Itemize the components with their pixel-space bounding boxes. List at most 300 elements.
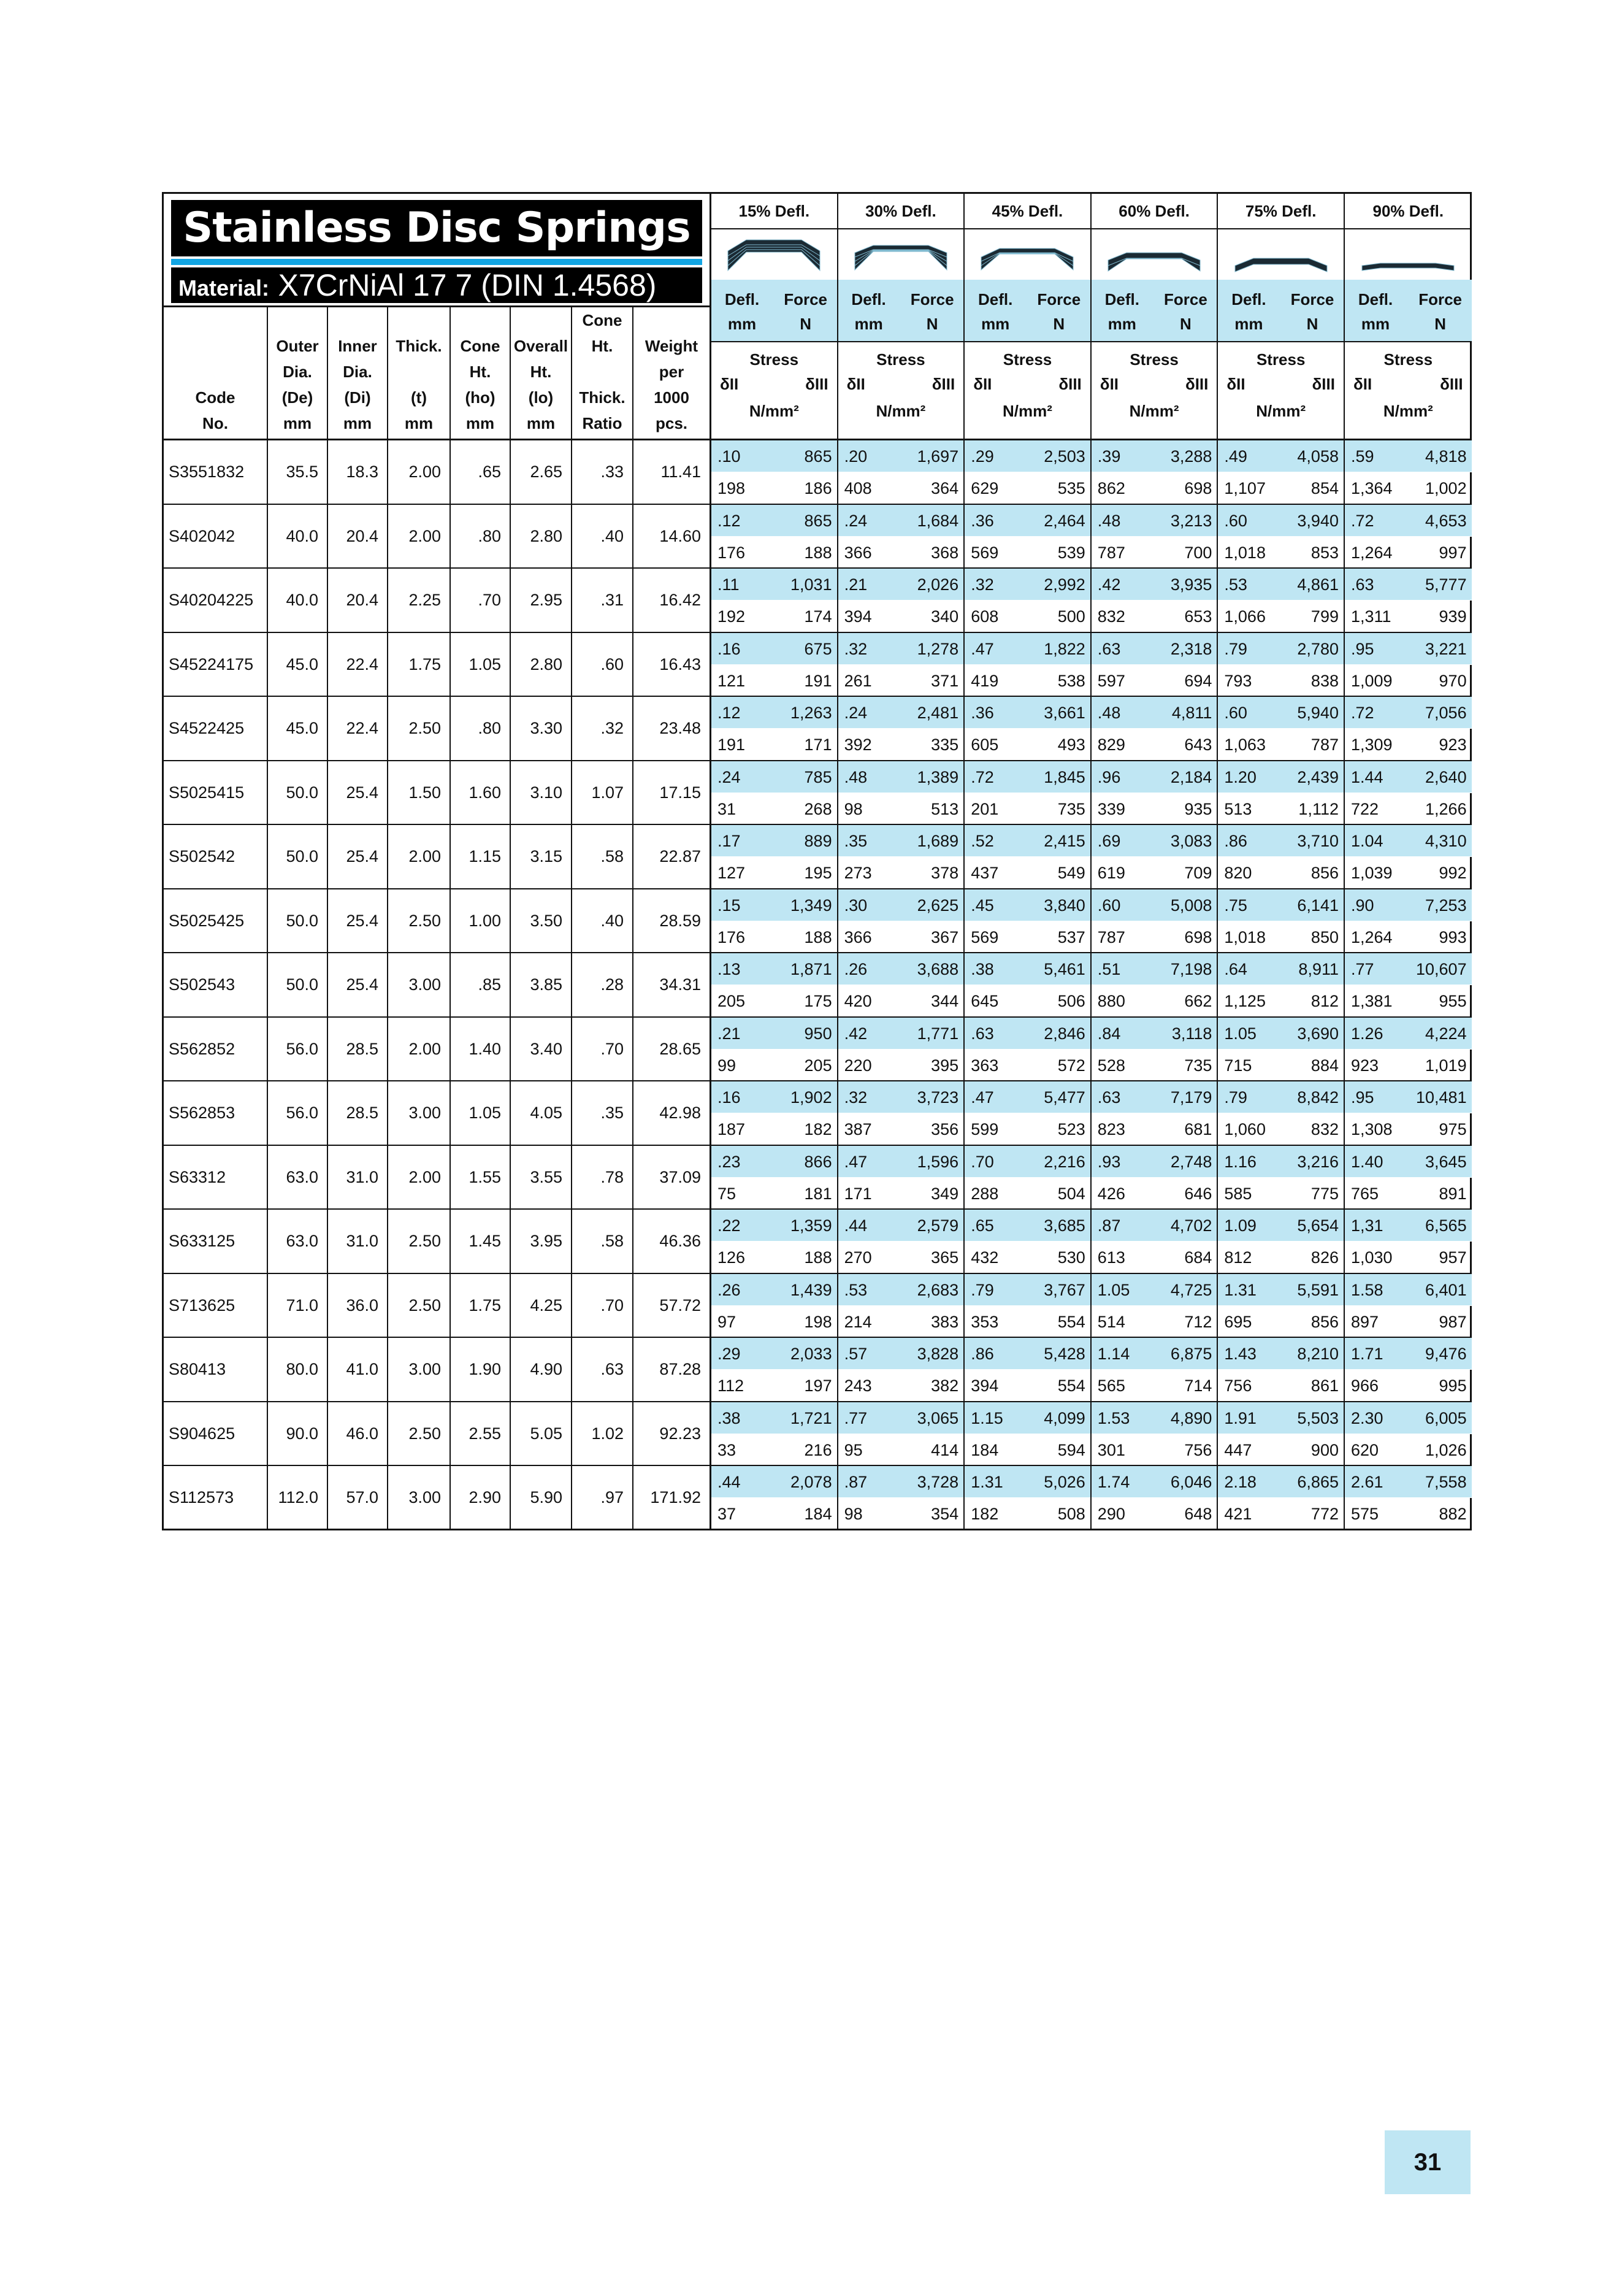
stress-2-value: 608	[971, 607, 999, 626]
force-value: 3,661	[1044, 704, 1085, 722]
deflection-cell	[1092, 953, 1218, 1016]
deflection-cell	[965, 1210, 1092, 1273]
stress-2-value: 1,009	[1351, 671, 1393, 690]
deflection-values	[710, 761, 1470, 824]
table-row	[164, 569, 1470, 633]
stress-3-value: 838	[1310, 671, 1339, 690]
deflection-cell	[838, 569, 965, 632]
stress-3-value: 371	[931, 671, 959, 690]
force-value: 2,780	[1297, 639, 1339, 658]
cell-ho: 1.40	[451, 1018, 511, 1081]
stress-3-value: 523	[1057, 1120, 1085, 1138]
stress-row	[965, 1370, 1090, 1402]
table-row	[164, 761, 1470, 826]
deflection-group	[1345, 194, 1472, 439]
cell-ratio: .35	[572, 1081, 633, 1145]
stress-2-value: 419	[971, 671, 999, 690]
stress-row	[965, 1306, 1090, 1338]
table-row	[164, 633, 1470, 697]
stress-2-value: 1,309	[1351, 735, 1393, 754]
force-value: 3,065	[917, 1408, 959, 1427]
force-value: 3,840	[1044, 896, 1085, 915]
defl-force-row	[711, 505, 837, 537]
stress-3-value: 787	[1310, 735, 1339, 754]
stress-row	[965, 472, 1090, 504]
force-unit: N	[926, 315, 938, 333]
defl-value: 2.18	[1224, 1473, 1257, 1491]
column-header-line: Dia.	[343, 363, 372, 381]
deflection-values	[710, 1146, 1470, 1209]
stress-3-value: 198	[804, 1312, 832, 1331]
cell-ratio: .58	[572, 825, 633, 888]
defl-value: .60	[1097, 896, 1121, 915]
stress-label: Stress	[1130, 350, 1179, 369]
defl-force-row	[1092, 1338, 1217, 1370]
defl-value: 1.04	[1351, 832, 1383, 850]
cell-od: 35.5	[268, 440, 328, 504]
cell-id: 57.0	[328, 1466, 388, 1530]
defl-label: Defl.	[1104, 290, 1139, 309]
defl-value: .59	[1351, 447, 1374, 466]
stress-3-value: 504	[1057, 1184, 1085, 1203]
cell-t: 3.00	[388, 1081, 451, 1145]
cell-ho: .80	[451, 505, 511, 568]
cell-ratio: .60	[572, 633, 633, 696]
deflection-cell	[965, 569, 1092, 632]
cell-ratio: .33	[572, 440, 633, 504]
stress-3-value: 775	[1310, 1184, 1339, 1203]
stress-sigma-2: δII	[846, 375, 865, 393]
deflection-cell	[1218, 761, 1345, 824]
deflection-cell	[711, 1210, 838, 1273]
stress-2-value: 880	[1097, 992, 1125, 1010]
stress-3-value: 344	[931, 992, 959, 1010]
defl-value: 1.31	[971, 1473, 1003, 1491]
cell-id: 28.5	[328, 1081, 388, 1145]
defl-value: .63	[1097, 1088, 1121, 1107]
stress-row	[711, 1050, 837, 1081]
cell-od: 50.0	[268, 761, 328, 824]
stress-3-value: 735	[1184, 1056, 1212, 1075]
defl-force-row	[711, 1274, 837, 1306]
deflection-cell	[1345, 633, 1472, 696]
stress-row	[838, 857, 964, 889]
deflection-cell	[965, 1338, 1092, 1401]
force-value: 5,503	[1297, 1408, 1339, 1427]
stress-row	[965, 857, 1090, 889]
force-value: 3,767	[1044, 1280, 1085, 1299]
stress-3-value: 854	[1310, 479, 1339, 497]
defl-value: .20	[844, 447, 868, 466]
stress-3-value: 365	[931, 1248, 959, 1267]
force-unit-col	[778, 287, 833, 336]
stress-row	[1345, 665, 1472, 697]
stress-row	[711, 601, 837, 632]
stress-2-value: 426	[1097, 1184, 1125, 1203]
force-value: 2,640	[1425, 767, 1467, 786]
deflection-cell	[1092, 1081, 1218, 1145]
deflection-cell	[965, 825, 1092, 888]
defl-value: .63	[1097, 639, 1121, 658]
defl-force-row	[1345, 1274, 1472, 1306]
deflection-values	[710, 1081, 1470, 1145]
column-header-lines	[328, 333, 387, 436]
stress-label: Stress	[876, 350, 925, 369]
stress-row	[965, 537, 1090, 569]
force-unit-col	[1413, 287, 1468, 336]
deflection-cell	[1345, 825, 1472, 888]
stress-unit: N/mm²	[1256, 402, 1306, 420]
defl-force-row	[1092, 697, 1217, 729]
cell-weight: 46.36	[659, 1232, 701, 1250]
stress-row	[1092, 1178, 1217, 1210]
stress-2-value: 99	[717, 1056, 736, 1075]
deflection-cell	[711, 953, 838, 1016]
cell-lo: 3.55	[511, 1146, 572, 1209]
defl-force-row	[1092, 953, 1217, 985]
defl-force-row	[965, 1466, 1090, 1498]
defl-value: .75	[1224, 896, 1247, 915]
defl-force-row	[838, 633, 964, 665]
stress-row	[1345, 537, 1472, 569]
defl-force-row	[711, 569, 837, 601]
stress-3-value: 171	[804, 735, 832, 754]
force-value: 1,359	[790, 1216, 832, 1235]
force-value: 6,401	[1425, 1280, 1467, 1299]
stress-3-value: 414	[931, 1440, 959, 1459]
disc-stack-graphic	[849, 236, 953, 273]
deflection-cell	[838, 633, 965, 696]
force-value: 4,861	[1297, 575, 1339, 594]
stress-row	[711, 1434, 837, 1466]
stress-2-value: 597	[1097, 671, 1125, 690]
defl-value: .79	[1224, 639, 1247, 658]
defl-value: .38	[717, 1408, 741, 1427]
title-block	[164, 194, 710, 305]
stress-row	[1345, 1306, 1472, 1338]
stress-2-value: 715	[1224, 1056, 1252, 1075]
stress-3-value: 594	[1057, 1440, 1085, 1459]
stress-row	[965, 729, 1090, 761]
deflection-cell	[711, 1018, 838, 1081]
deflection-cell	[838, 697, 965, 760]
deflection-cell	[838, 1274, 965, 1337]
defl-force-row	[1218, 1338, 1344, 1370]
deflection-values	[710, 1018, 1470, 1081]
stress-3-value: 975	[1439, 1120, 1467, 1138]
cell-id: 25.4	[328, 761, 388, 824]
cell-ho: 2.55	[451, 1402, 511, 1465]
cell-ratio: .97	[572, 1466, 633, 1530]
stress-row	[838, 793, 964, 825]
stress-label: Stress	[1256, 350, 1306, 369]
defl-force-row	[1218, 1081, 1344, 1113]
cell-id: 20.4	[328, 569, 388, 632]
defl-value: .12	[717, 511, 741, 530]
defl-force-row	[711, 761, 837, 793]
cell-id: 41.0	[328, 1338, 388, 1401]
deflection-cell	[965, 1146, 1092, 1209]
defl-force-row	[1345, 440, 1472, 472]
defl-value: .84	[1097, 1024, 1121, 1043]
defl-unit-col	[1098, 287, 1147, 336]
stress-2-value: 363	[971, 1056, 999, 1075]
column-header-line: Ht.	[530, 363, 552, 381]
deflection-cell	[711, 1081, 838, 1145]
force-value: 8,911	[1298, 960, 1339, 978]
defl-value: .21	[717, 1024, 741, 1043]
force-value: 3,828	[917, 1345, 959, 1363]
stress-3-value: 756	[1184, 1440, 1212, 1459]
stress-row	[1218, 665, 1344, 697]
defl-value: 1.14	[1097, 1345, 1130, 1363]
stress-2-value: 787	[1097, 927, 1125, 946]
deflection-cell	[1092, 889, 1218, 953]
stress-2-value: 97	[717, 1312, 736, 1331]
deflection-cell	[1345, 1274, 1472, 1337]
stress-2-value: 513	[1224, 799, 1252, 818]
column-header-line: Ht.	[591, 337, 613, 355]
stress-2-value: 75	[717, 1184, 736, 1203]
defl-unit-col	[717, 287, 767, 336]
deflection-cell	[1345, 1402, 1472, 1465]
deflection-cell	[711, 1466, 838, 1530]
defl-force-row	[1345, 633, 1472, 665]
cell-code: S502542	[164, 825, 268, 888]
stress-2-value: 98	[844, 1505, 863, 1523]
stress-sigma-3: δIII	[1440, 375, 1463, 393]
stress-2-value: 243	[844, 1376, 872, 1395]
material-line	[171, 267, 702, 303]
stress-2-value: 261	[844, 671, 872, 690]
stress-3-value: 735	[1057, 799, 1085, 818]
cell-lo: 3.15	[511, 825, 572, 888]
defl-unit-col	[971, 287, 1020, 336]
deflection-cell	[711, 1402, 838, 1465]
defl-value: 2.61	[1351, 1473, 1383, 1491]
defl-force-row	[1218, 1210, 1344, 1242]
stress-3-value: 367	[931, 927, 959, 946]
cell-id: 25.4	[328, 825, 388, 888]
force-unit-col	[1158, 287, 1213, 336]
force-value: 5,654	[1297, 1216, 1339, 1235]
stress-row	[1092, 921, 1217, 953]
stress-row	[1345, 1050, 1472, 1081]
stress-row	[1218, 1050, 1344, 1081]
stress-3-value: 354	[931, 1505, 959, 1523]
stress-row	[965, 665, 1090, 697]
cell-id: 22.4	[328, 697, 388, 760]
stress-row	[1092, 472, 1217, 504]
defl-unit-col	[1224, 287, 1273, 336]
force-value: 2,415	[1044, 832, 1085, 850]
defl-force-row	[1092, 825, 1217, 857]
stress-row	[965, 1434, 1090, 1466]
force-value: 1,771	[917, 1024, 959, 1043]
stress-2-value: 1,264	[1351, 543, 1393, 562]
defl-force-row	[1345, 505, 1472, 537]
defl-force-row	[1092, 505, 1217, 537]
defl-value: .32	[844, 639, 868, 658]
stress-3-value: 175	[804, 992, 832, 1010]
cell-t: 1.75	[388, 633, 451, 696]
stress-2-value: 126	[717, 1248, 746, 1267]
stress-3-value: 712	[1184, 1312, 1212, 1331]
deflection-cell	[1218, 505, 1345, 568]
force-value: 2,992	[1044, 575, 1085, 594]
defl-force-row	[1218, 697, 1344, 729]
stress-row	[711, 985, 837, 1017]
stress-row	[1218, 537, 1344, 569]
deflection-cell	[838, 1338, 965, 1401]
deflection-cell	[838, 889, 965, 953]
units-header	[1092, 280, 1217, 342]
defl-force-row	[1218, 825, 1344, 857]
table-row	[164, 1274, 1470, 1338]
force-value: 1,031	[790, 575, 832, 594]
defl-value: .95	[1351, 639, 1374, 658]
defl-value: .86	[1224, 832, 1247, 850]
stress-sigma-3: δIII	[1312, 375, 1335, 393]
force-value: 6,005	[1425, 1408, 1467, 1427]
stress-row	[1218, 1306, 1344, 1338]
stress-3-value: 530	[1057, 1248, 1085, 1267]
stress-3-value: 349	[931, 1184, 959, 1203]
stress-2-value: 1,264	[1351, 927, 1393, 946]
defl-force-row	[838, 953, 964, 985]
force-value: 865	[804, 511, 832, 530]
deflection-cell	[1345, 440, 1472, 504]
stress-2-value: 288	[971, 1184, 999, 1203]
stress-row	[965, 1242, 1090, 1273]
column-header-line: Code	[195, 388, 235, 407]
stress-3-value: 382	[931, 1376, 959, 1395]
deflection-cell	[1345, 761, 1472, 824]
force-value: 3,083	[1170, 832, 1212, 850]
stress-2-value: 565	[1097, 1376, 1125, 1395]
defl-unit: mm	[727, 315, 757, 333]
defl-value: 1.15	[971, 1408, 1003, 1427]
stress-3-value: 1,019	[1425, 1056, 1467, 1075]
cell-t: 2.00	[388, 1146, 451, 1209]
force-value: 4,811	[1171, 704, 1212, 722]
stress-2-value: 198	[717, 479, 746, 497]
stress-2-value: 1,308	[1351, 1120, 1393, 1138]
stress-2-value: 182	[971, 1505, 999, 1523]
stress-2-value: 191	[717, 735, 746, 754]
force-value: 2,846	[1044, 1024, 1085, 1043]
force-value: 3,728	[917, 1473, 959, 1491]
stress-2-value: 171	[844, 1184, 872, 1203]
deflection-cell	[965, 440, 1092, 504]
stress-2-value: 966	[1351, 1376, 1379, 1395]
deflection-title: 75% Defl.	[1218, 194, 1344, 229]
stress-row	[1092, 537, 1217, 569]
deflection-cell	[965, 697, 1092, 760]
force-value: 6,141	[1297, 896, 1339, 915]
stress-unit: N/mm²	[1003, 402, 1052, 420]
deflection-cell	[1345, 697, 1472, 760]
defl-force-row	[1345, 697, 1472, 729]
defl-force-row	[965, 697, 1090, 729]
cell-ratio: 1.02	[572, 1402, 633, 1465]
stress-2-value: 290	[1097, 1505, 1125, 1523]
defl-value: 1.40	[1351, 1152, 1383, 1171]
defl-force-row	[838, 505, 964, 537]
stress-sigma-3: δIII	[932, 375, 955, 393]
cell-weight: 16.42	[659, 591, 701, 609]
cell-t: 2.00	[388, 505, 451, 568]
stress-row	[838, 1434, 964, 1466]
stress-3-value: 856	[1310, 864, 1339, 882]
stress-3-value: 997	[1439, 543, 1467, 562]
stress-3-value: 648	[1184, 1505, 1212, 1523]
deflection-values	[710, 1338, 1470, 1401]
stress-row	[1218, 921, 1344, 953]
defl-unit: mm	[1361, 315, 1390, 333]
stress-2-value: 613	[1097, 1248, 1125, 1267]
stress-3-value: 182	[804, 1120, 832, 1138]
cell-ratio: .70	[572, 1018, 633, 1081]
stress-sigma-3: δIII	[1058, 375, 1082, 393]
force-label: Force	[784, 290, 827, 309]
defl-force-row	[1345, 825, 1472, 857]
deflection-cell	[711, 889, 838, 953]
force-value: 1,902	[790, 1088, 832, 1107]
stress-header	[1218, 342, 1344, 439]
defl-value: 1.31	[1224, 1280, 1257, 1299]
defl-label: Defl.	[1358, 290, 1393, 309]
deflection-values	[710, 633, 1470, 696]
stress-row	[838, 729, 964, 761]
force-value: 950	[804, 1024, 832, 1043]
stress-3-value: 826	[1310, 1248, 1339, 1267]
defl-value: .11	[717, 575, 740, 594]
defl-unit: mm	[854, 315, 883, 333]
force-value: 1,263	[790, 704, 832, 722]
force-value: 2,481	[917, 704, 959, 722]
defl-force-row	[1345, 1210, 1472, 1242]
stress-row	[1345, 857, 1472, 889]
defl-force-row	[1092, 1274, 1217, 1306]
stress-row	[711, 1242, 837, 1273]
deflection-cell	[1218, 1146, 1345, 1209]
disc-spring-icon	[1345, 229, 1472, 280]
force-value: 10,607	[1416, 960, 1467, 978]
column-header-line: mm	[343, 414, 372, 432]
stress-3-value: 992	[1439, 864, 1467, 882]
cell-ho: .70	[451, 569, 511, 632]
cell-code: S904625	[164, 1402, 268, 1465]
defl-value: .93	[1097, 1152, 1121, 1171]
cell-id: 18.3	[328, 440, 388, 504]
stress-row	[711, 1370, 837, 1402]
defl-value: .12	[717, 704, 741, 722]
defl-label: Defl.	[978, 290, 1013, 309]
stress-row	[1092, 1306, 1217, 1338]
column-header-line	[164, 333, 267, 359]
defl-force-row	[1345, 953, 1472, 985]
stress-unit: N/mm²	[749, 402, 799, 420]
stress-row	[838, 537, 964, 569]
stress-row	[965, 1113, 1090, 1145]
deflection-headers	[710, 194, 1472, 440]
column-header-lines	[572, 307, 632, 436]
defl-force-row	[711, 440, 837, 472]
stress-2-value: 1,066	[1224, 607, 1266, 626]
deflection-cell	[1092, 825, 1218, 888]
stress-2-value: 1,018	[1224, 927, 1266, 946]
